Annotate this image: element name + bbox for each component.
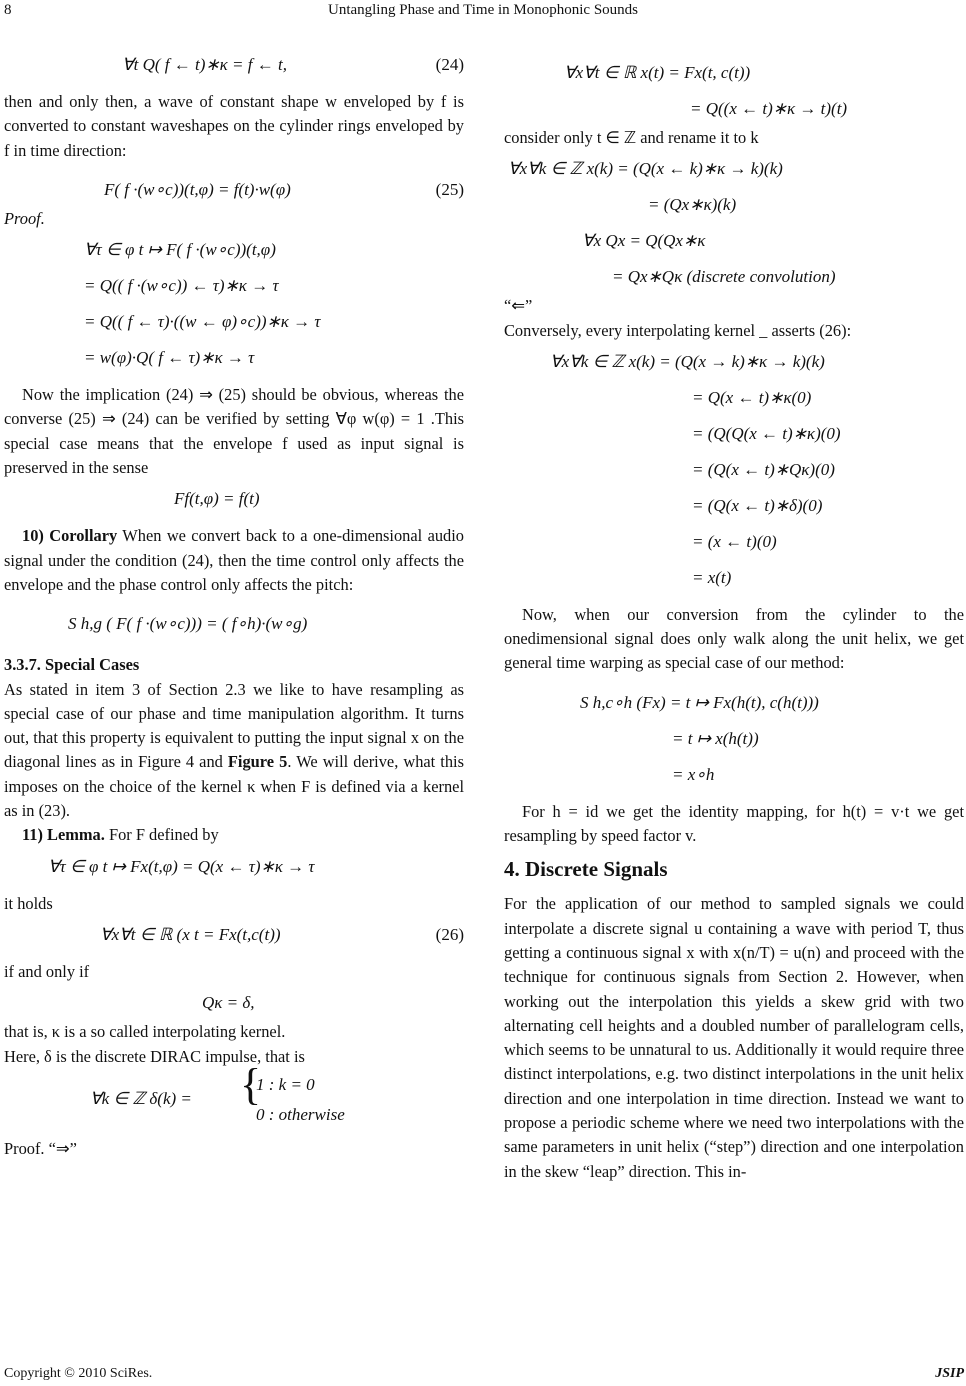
dirac-definition [4,1059,464,1129]
section-heading: 4. Discrete Signals [504,857,668,882]
equation-text: = Q((x ← t)∗κ → t)(t) [690,99,848,118]
equation-25-body: F( f ·(w∘c))(t,φ) = f(t)·w(φ) [104,179,291,199]
equation-24-number: (24) [435,55,464,74]
proof-line-text: = Q(( f ← τ)·((w ← φ)∘c))∗κ → τ [84,312,321,332]
equation-text: = Qx∗Qκ (discrete convolution) [612,267,836,287]
proof-line-text: = Q(( f ·(w∘c)) ← τ)∗κ → τ [84,276,279,296]
equation-r3 [504,150,964,186]
equation-text: ∀x∀k ∈ ℤ x(k) = (Q(x → k)∗κ → k)(k) [550,351,825,371]
equation-24-body: ∀t Q( f ← t)∗κ = f ← t, [122,55,287,74]
lemma-paragraph [4,823,464,847]
equation-r11 [504,487,964,523]
left-column [4,46,464,1161]
lemma-text: For F defined by [104,825,219,845]
paragraph: Proof. “⇒” [4,1138,77,1158]
corollary-paragraph [4,524,464,597]
paragraph: consider only t ∈ ℤ and rename it to k [504,128,759,147]
equation-ff-body: Ff(t,φ) = f(t) [174,489,260,509]
equation-26-number: (26) [435,924,464,944]
proof-line [4,267,464,303]
brace-icon: { [240,1059,262,1109]
equation-r15 [504,720,964,756]
running-title: Untangling Phase and Time in Monophonic Sounds [327,2,638,18]
equation-text: = (Q(Q(x ← t)∗κ)(0) [692,423,841,443]
section-title: 3.3.7. Special Cases [4,655,140,675]
paragraph: Conversely, every interpolating kernel _ asserts (26): [504,320,852,340]
page-number: 8 [4,2,12,18]
special-cases-text: As stated in item 3 of Section 2.3 we like to have resampling as special case of our phase and time manipulation algorithm. It turns out, that this property is equivalent to putting the input signal x on the diagonal lines as in Figure 4 and [4,679,464,772]
paragraph: Here, δ is the discrete DIRAC impulse, that is [4,1046,305,1066]
equation-text: = Q(x ← t)∗κ(0) [692,387,812,407]
equation-text: ∀x∀k ∈ ℤ x(k) = (Q(x ← k)∗κ → k)(k) [508,159,783,179]
equation-text: = t ↦ x(h(t)) [672,728,759,748]
paragraph: Now, when our conversion from the cylinder to the onedimensional signal does only walk along the unit helix, we get general time warping as special case of our method: [504,604,964,673]
paragraph: then and only then, a wave of constant shape w enveloped by f is converted to constant waveshapes on the cylinder rings enveloped by f in time direction: [4,92,464,160]
copyright: Copyright © 2010 SciRes. [4,1366,153,1381]
page-footer [4,1366,964,1382]
equation-lemma-body: ∀τ ∈ φ t ↦ Fx(t,φ) = Q(x ← τ)∗κ → τ [48,856,315,876]
equation-text: = (Q(x ← t)∗Qκ)(0) [692,459,835,479]
equation-r4 [504,186,964,222]
equation-text: = (Q(x ← t)∗δ)(0) [692,495,823,515]
equation-r13 [504,559,964,595]
equation-r1 [504,54,964,90]
equation-25 [4,171,464,207]
equation-r6 [504,258,964,294]
equation-r16 [504,756,964,792]
equation-r7 [504,343,964,379]
paragraph: it holds [4,893,53,913]
equation-text: = x(t) [692,567,732,587]
equation-text: ∀x Qx = Q(Qx∗κ [582,231,706,251]
proof-line [4,339,464,375]
equation-s [4,605,464,641]
equation-25-number: (25) [435,179,464,199]
equation-s-body: S h,g ( F( f ·(w∘c))) = ( f∘h)·(w∘g) [68,614,308,634]
page-header [0,0,966,24]
paragraph: Now the implication (24) ⇒ (25) should be obvious, whereas the converse (25) ⇒ (24) can be verified by setting ∀φ w(φ) = 1 .This special case means that the envelope f used as input signal is preserved in the sense [4,385,464,478]
equation-ff [4,480,464,516]
journal-name: JSIP [935,1366,964,1381]
right-column [504,54,964,1184]
proof-line-text: = w(φ)·Q( f ← τ)∗κ → τ [84,348,255,368]
paragraph: that is, κ is a so called interpolating kernel. [4,1022,286,1042]
equation-26-body: ∀x∀t ∈ ℝ (x t = Fx(t,c(t)) [100,924,281,944]
corollary-text: When we convert back to a one-dimensional audio signal under the condition (24), then the time control only affects the envelope and the phase control only affects the pitch: [4,526,464,594]
equation-r12 [504,523,964,559]
dirac-case-2: 0 : otherwise [256,1104,345,1124]
proof-line-text: ∀τ ∈ φ t ↦ F( f ·(w∘c))(t,φ) [84,240,276,260]
figure-reference: Figure 5 [227,752,288,772]
dirac-lhs: ∀k ∈ ℤ δ(k) = [90,1088,192,1108]
corollary-label: 10) Corollary [22,526,118,546]
equation-r10 [504,451,964,487]
equation-26 [4,916,464,952]
special-cases-text-2: . We will derive, what this imposes on the choice of the kernel κ when F is defined via a kernel as in (23). [4,752,464,821]
dirac-case-1: 1 : k = 0 [256,1074,315,1094]
paragraph: For h = id we get the identity mapping, for h(t) = v·t we get resampling by speed factor v. [504,801,964,846]
converse-mark: “⇐” [504,296,533,316]
equation-text: = (Qx∗κ)(k) [648,195,737,215]
equation-r8 [504,379,964,415]
proof-line [4,231,464,267]
equation-text: S h,c∘h (Fx) = t ↦ Fx(h(t), c(h(t))) [580,692,819,712]
equation-text: = x∘h [672,764,715,784]
equation-qk [4,984,464,1020]
proof-line [4,303,464,339]
special-cases-paragraph [4,678,464,824]
paragraph: For the application of our method to sampled signals we could interpolate a discrete signal u containing a wave with period T, thus getting a continuous signal x with x(n/T) = u(n) and proceed with the technique for continuous signals from Section 2. However, when working out the interpolation this yields a skew grid with two alternating cell heights and a doubled number of parallelogram cells, which seems to be unnatural to us. Additionally it would require three distinct interpolations, e.g. two distinct interpolations in the unit helix direction and one interpolation in time direction. Instead we want to propose a periodic scheme where we need two interpolations with the same parameters in unit helix (“step”) direction and one interpolation in the skew “leap” direction. This in- [504,894,964,1181]
proof-label: Proof. [4,208,45,228]
equation-r14 [504,684,964,720]
equation-qk-body: Qκ = δ, [202,993,255,1013]
equation-lemma [4,848,464,884]
equation-r5 [504,222,964,258]
paragraph: if and only if [4,961,90,981]
equation-r9 [504,415,964,451]
equation-24 [4,46,464,82]
equation-text: ∀x∀t ∈ ℝ x(t) = Fx(t, c(t)) [564,63,751,82]
lemma-label: 11) Lemma. [22,825,105,845]
equation-text: = (x ← t)(0) [692,531,777,551]
equation-r2 [504,90,964,126]
